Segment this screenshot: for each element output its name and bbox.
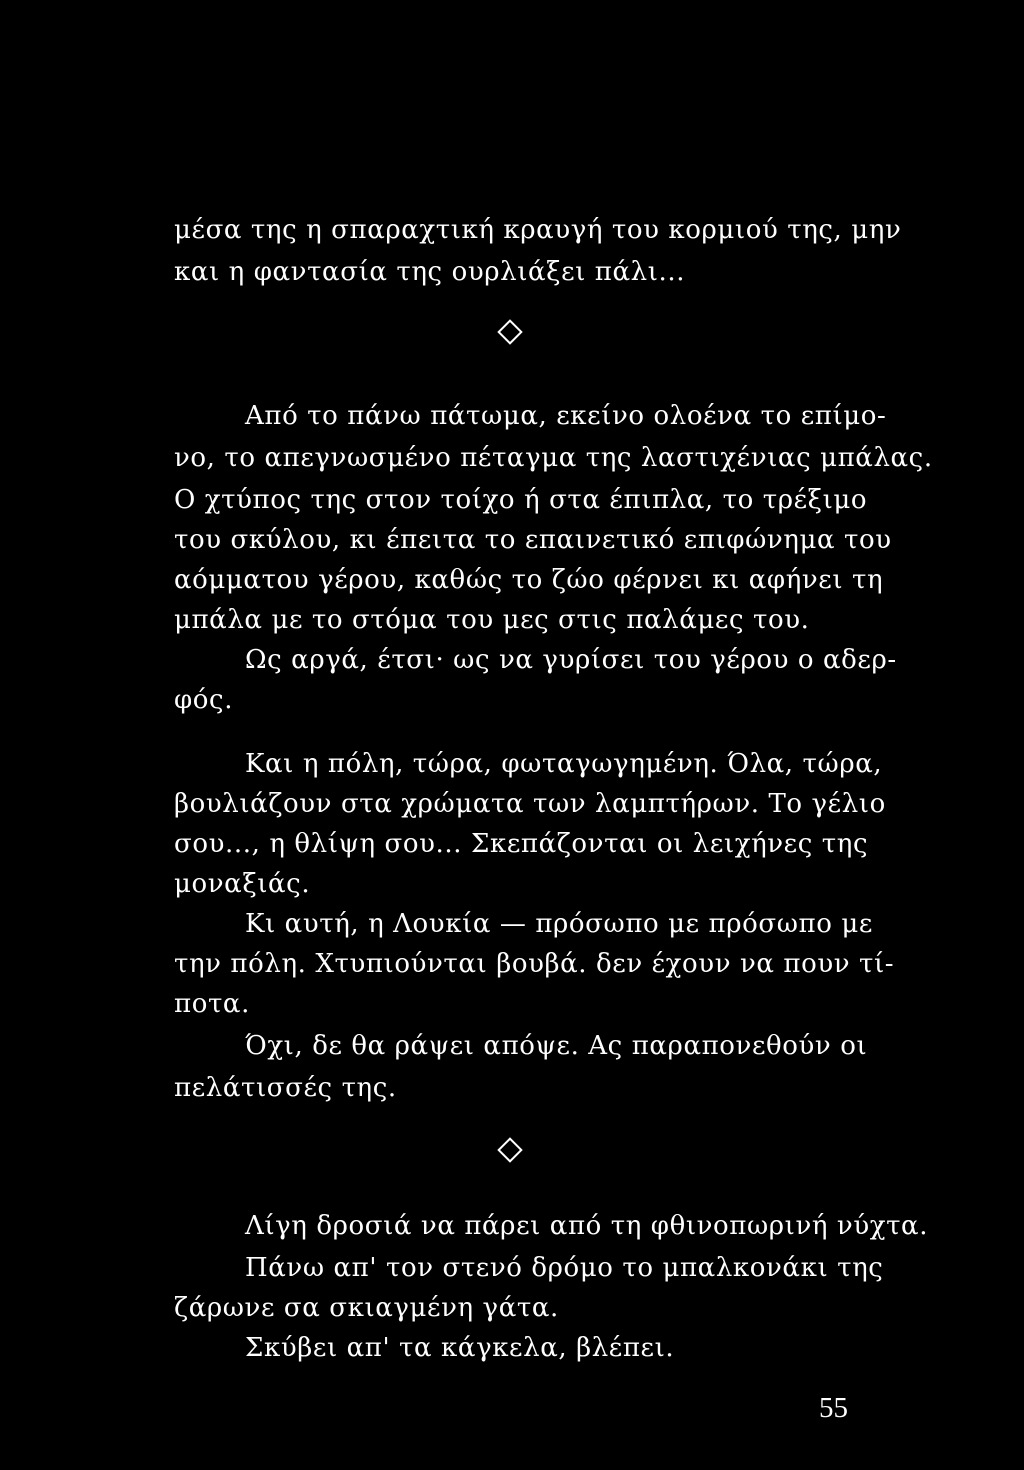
- text-line: την πόλη. Χτυπιούνται βουβά. δεν έχουν να πουν τί-: [174, 949, 895, 979]
- diamond-icon: [497, 319, 522, 344]
- text-line: και η φαντασία της ουρλιάξει πάλι...: [174, 257, 686, 287]
- text-line: Κι αυτή, η Λουκία — πρόσωπο με πρόσωπο με: [245, 909, 873, 939]
- page-number: 55: [819, 1392, 848, 1424]
- text-line: Και η πόλη, τώρα, φωταγωγημένη. Όλα, τώρα,: [245, 749, 883, 779]
- text-line: πελάτισσές της.: [174, 1073, 397, 1103]
- text-line: φός.: [174, 685, 234, 715]
- text-line: ποτα.: [174, 989, 250, 1019]
- text-line: ζάρωνε σα σκιαγμένη γάτα.: [174, 1293, 559, 1323]
- text-line: Ο χτύπος της στον τοίχο ή στα έπιπλα, το τρέξιμο: [174, 485, 868, 515]
- text-line: μοναξιάς.: [174, 869, 311, 899]
- text-line: μπάλα με το στόμα του μες στις παλάμες του.: [174, 605, 810, 635]
- text-line: Από το πάνω πάτωμα, εκείνο ολοένα το επίμο-: [245, 401, 887, 431]
- text-line: Σκύβει απ' τα κάγκελα, βλέπει.: [245, 1333, 675, 1363]
- text-line: του σκύλου, κι έπειτα το επαινετικό επιφώνημα του: [174, 525, 892, 555]
- text-line: Λίγη δροσιά να πάρει από τη φθινοπωρινή νύχτα.: [245, 1211, 929, 1241]
- text-line: βουλιάζουν στα χρώματα των λαμπτήρων. Το γέλιο: [174, 789, 886, 819]
- text-line: σου..., η θλίψη σου... Σκεπάζονται οι λειχήνες της: [174, 829, 869, 859]
- text-line: Πάνω απ' τον στενό δρόμο το μπαλκονάκι της: [245, 1253, 884, 1283]
- diamond-icon: [497, 1137, 522, 1162]
- text-line: νο, το απεγνωσμένο πέταγμα της λαστιχένιας μπάλας.: [174, 443, 933, 473]
- text-line: Ως αργά, έτσι· ως να γυρίσει του γέρου ο αδερ-: [245, 645, 897, 675]
- text-line: αόμματου γέρου, καθώς το ζώο φέρνει κι αφήνει τη: [174, 565, 884, 595]
- text-line: Όχι, δε θα ράψει απόψε. Ας παραπονεθούν οι: [245, 1031, 868, 1061]
- text-line: μέσα της η σπαραχτική κραυγή του κορμιού της, μην: [174, 215, 902, 245]
